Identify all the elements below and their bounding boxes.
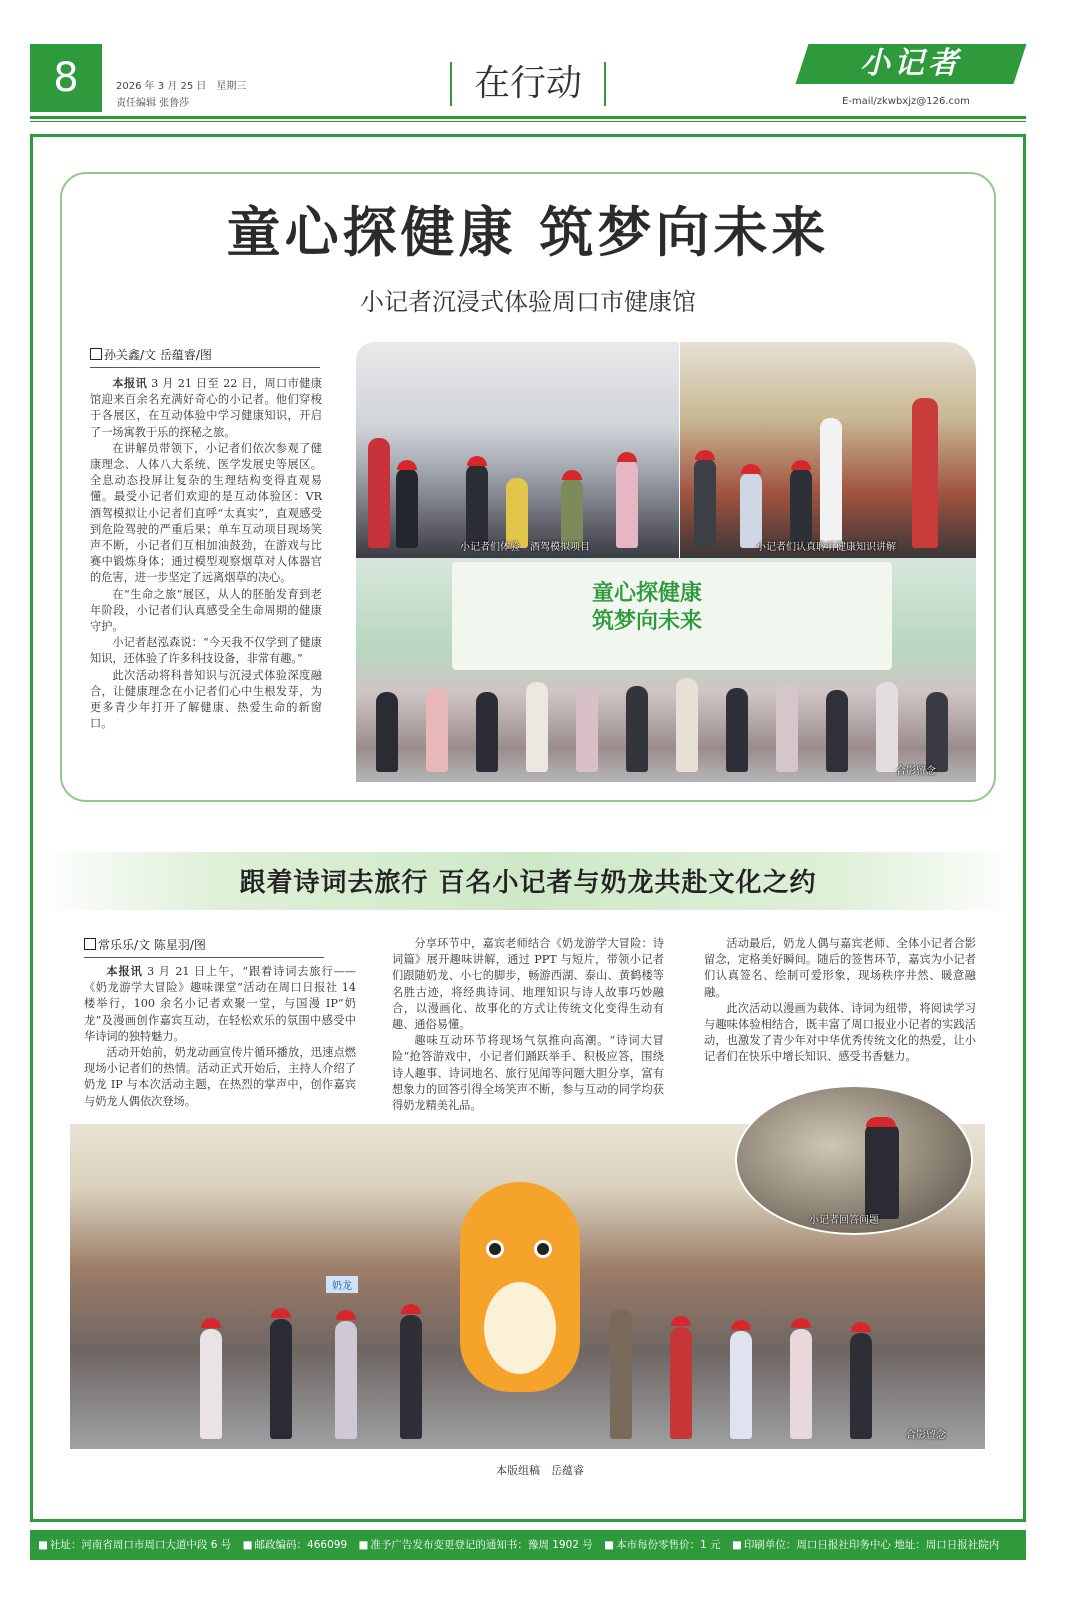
issue-date: 2026 年 3 月 25 日 星期三 [116,81,247,92]
event-board [452,562,892,670]
red-cap [397,460,417,470]
photo-caption: 小记者们认真聆听健康知识讲解 [756,542,896,553]
red-cap [467,456,487,466]
photo-vr-experience [356,342,679,558]
figure [670,1327,692,1439]
nailong-sign: 奶龙 [326,1276,358,1293]
editor-line: 责任编辑 张鲁莎 [116,98,190,109]
footer-address: ■ 社址：河南省周口市周口大道中段 6 号 [38,1539,231,1551]
figure [626,686,648,772]
figure [376,692,398,772]
paragraph: 此次活动以漫画为载体、诗词为纽带，将阅读学习与趣味体验相结合，既丰富了周口报业小记者的实践活动，也激发了青少年对中华优秀传统文化的热爱，让小记者们在快乐中增长知识、感受书香魅力。 [704,1001,976,1064]
article1-byline: 孙关鑫/文 岳蕴睿/图 [90,346,320,368]
photo-caption: 小记者们体验 酒驾模拟项目 [460,542,590,553]
paragraph: 在“生命之旅”展区，从人的胚胎发育到老年阶段，小记者们认真感受全生命周期的健康守护。 [90,587,322,634]
figure [270,1319,292,1439]
photo-health-lecture [680,342,976,558]
red-cap [741,464,761,474]
anatomy-model [912,398,938,548]
red-cap [731,1320,751,1330]
issue-meta [116,78,246,112]
brand-logo [796,44,1027,84]
paragraph: 在讲解员带领下，小记者们依次参观了健康理念、人体八大系统、医学发展史等展区。全息动态投屏让复杂的生理结构变得直观易懂。最受小记者们欢迎的是互动体验区：VR 酒驾模拟让小记者们直呼“太真实”，直观感受到危险驾驶的严重后果；单车互动项目现场笑声不断，小记者们互相加油鼓劲，在游戏与比赛中锻炼身体；通过模型观察烟草对人体器官的危害，进一步坚定了远离烟草的决心。 [90,441,322,585]
figure [820,418,842,548]
figure [790,468,812,548]
paragraph: 此次活动将科普知识与沉浸式体验深度融合，让健康理念在小记者们心中生根发芽，为更多青少年打开了解健康、热爱生命的新窗口。 [90,668,322,731]
article2-col2 [392,936,664,1114]
paragraph: 趣味互动环节将现场气氛推向高潮。“诗词大冒险”抢答游戏中，小记者们踊跃举手、积极应答，围绕诗人趣事、诗词地名、旅行见闻等问题大胆分享，富有想象力的回答引得全场笑声不断，参与互动的同学均获得奶龙精美礼品。 [392,1034,664,1113]
figure [926,692,948,772]
figure [826,690,848,772]
figure [676,678,698,772]
article2-col3 [704,936,976,1066]
figure [850,1333,872,1439]
figure [476,692,498,772]
figure [396,468,418,548]
board-text: 童心探健康 筑梦向未来 [592,581,703,634]
section-title: 在行动 [450,62,606,106]
paragraph: 本报讯 3 月 21 日至 22 日，周口市健康馆迎来百余名充满好奇心的小记者。他们穿梭于各展区，在互动体验中学习健康知识，开启了一场寓教于乐的探秘之旅。 [90,377,323,439]
footer-printer: ■ 印刷单位：周口日报社印务中心 地址：周口日报社院内 [732,1539,999,1551]
red-cap [695,450,715,460]
red-cap [791,460,811,470]
figure [865,1123,899,1219]
figure [616,460,638,548]
page-credit: 本版组稿 岳蕴睿 [496,1464,584,1477]
photo-caption: 小记者回答问题 [809,1215,879,1226]
header-rule-thin [30,121,1026,122]
red-cap [271,1308,291,1318]
lead-label: 本报讯 [112,377,148,390]
mascot-belly [484,1282,556,1374]
figure [730,1331,752,1439]
figure [200,1329,222,1439]
article2-title: 跟着诗词去旅行 百名小记者与奶龙共赴文化之约 [239,868,817,898]
figure [466,464,488,548]
figure [790,1329,812,1439]
figure [694,458,716,548]
red-cap [671,1316,691,1326]
figure [740,472,762,548]
red-cap [791,1318,811,1328]
brand-text: 小记者 [860,46,962,81]
figure [526,682,548,772]
header-rule [30,116,1026,119]
article1-body [90,376,322,732]
footer-postcode: ■ 邮政编码：466099 [243,1539,348,1551]
figure [576,688,598,772]
red-cap [851,1322,871,1332]
contact-email: E-mail/zkwbxjz@126.com [842,96,970,107]
lead-label: 本报讯 [106,965,143,978]
footer-ad-license: ■ 准予广告发布变更登记的通知书：豫周 1902 号 [358,1539,592,1551]
figure [876,682,898,772]
red-cap [617,452,637,462]
figure [335,1321,357,1439]
paragraph: 活动最后，奶龙人偶与嘉宾老师、全体小记者合影留念，定格美好瞬间。随后的签售环节，嘉宾为小记者们认真签名、绘制可爱形象，现场秩序井然、暖意融融。 [704,937,976,999]
paragraph: 小记者赵泓森说：“今天我不仅学到了健康知识，还体验了许多科技设备，非常有趣。” [90,636,322,666]
footer-info-bar [30,1530,1026,1560]
photo-caption: 合影留念 [906,1430,946,1441]
figure [726,688,748,772]
figure [426,688,448,772]
photo-qa-inset [735,1085,973,1235]
article1-title: 童心探健康 筑梦向未来 [226,201,830,264]
figure [610,1309,632,1439]
photo-caption: 合影留念 [896,766,936,777]
red-cap [401,1304,421,1314]
article2-col1 [84,964,356,1110]
paragraph: 本报讯 3 月 21 日上午，“跟着诗词去旅行——《奶龙游学大冒险》趣味课堂”活动在周口日报社 14 楼举行，100 余名小记者欢聚一堂，与国漫 IP“奶龙”及漫画创作嘉宾互动，在轻松欢乐的氛围中感受中华诗词的独特魅力。 [84,965,356,1043]
figure [400,1315,422,1439]
red-cap [201,1318,221,1328]
photo-group-health [356,558,976,782]
red-cap [866,1117,896,1127]
mascot-eye [534,1240,552,1258]
article1-subtitle: 小记者沉浸式体验周口市健康馆 [360,288,696,316]
article2-byline: 常乐乐/文 陈星羽/图 [84,936,324,958]
paragraph: 活动开始前，奶龙动画宣传片循环播放，迅速点燃现场小记者们的热情。活动正式开始后，主持人介绍了奶龙 IP 与本次活动主题，在热烈的掌声中，创作嘉宾与奶龙人偶依次登场。 [84,1046,356,1108]
paragraph: 分享环节中，嘉宾老师结合《奶龙游学大冒险：诗词篇》展开趣味讲解，通过 PPT 与短片，带领小记者们跟随奶龙、小七的脚步，畅游西湖、泰山、黄鹤楼等名胜古迹，将经典诗词、地理知识与诗人故事巧妙融合，以漫画化、故事化的方式让传统文化变得生动有趣、通俗易懂。 [392,937,664,1032]
figure [776,684,798,772]
red-cap [562,470,582,480]
figure [368,438,390,548]
red-cap [336,1310,356,1320]
page-number: 8 [30,44,102,112]
nailong-mascot [460,1182,580,1392]
footer-price: ■ 本市每份零售价：1 元 [604,1539,720,1551]
mascot-eye [486,1240,504,1258]
